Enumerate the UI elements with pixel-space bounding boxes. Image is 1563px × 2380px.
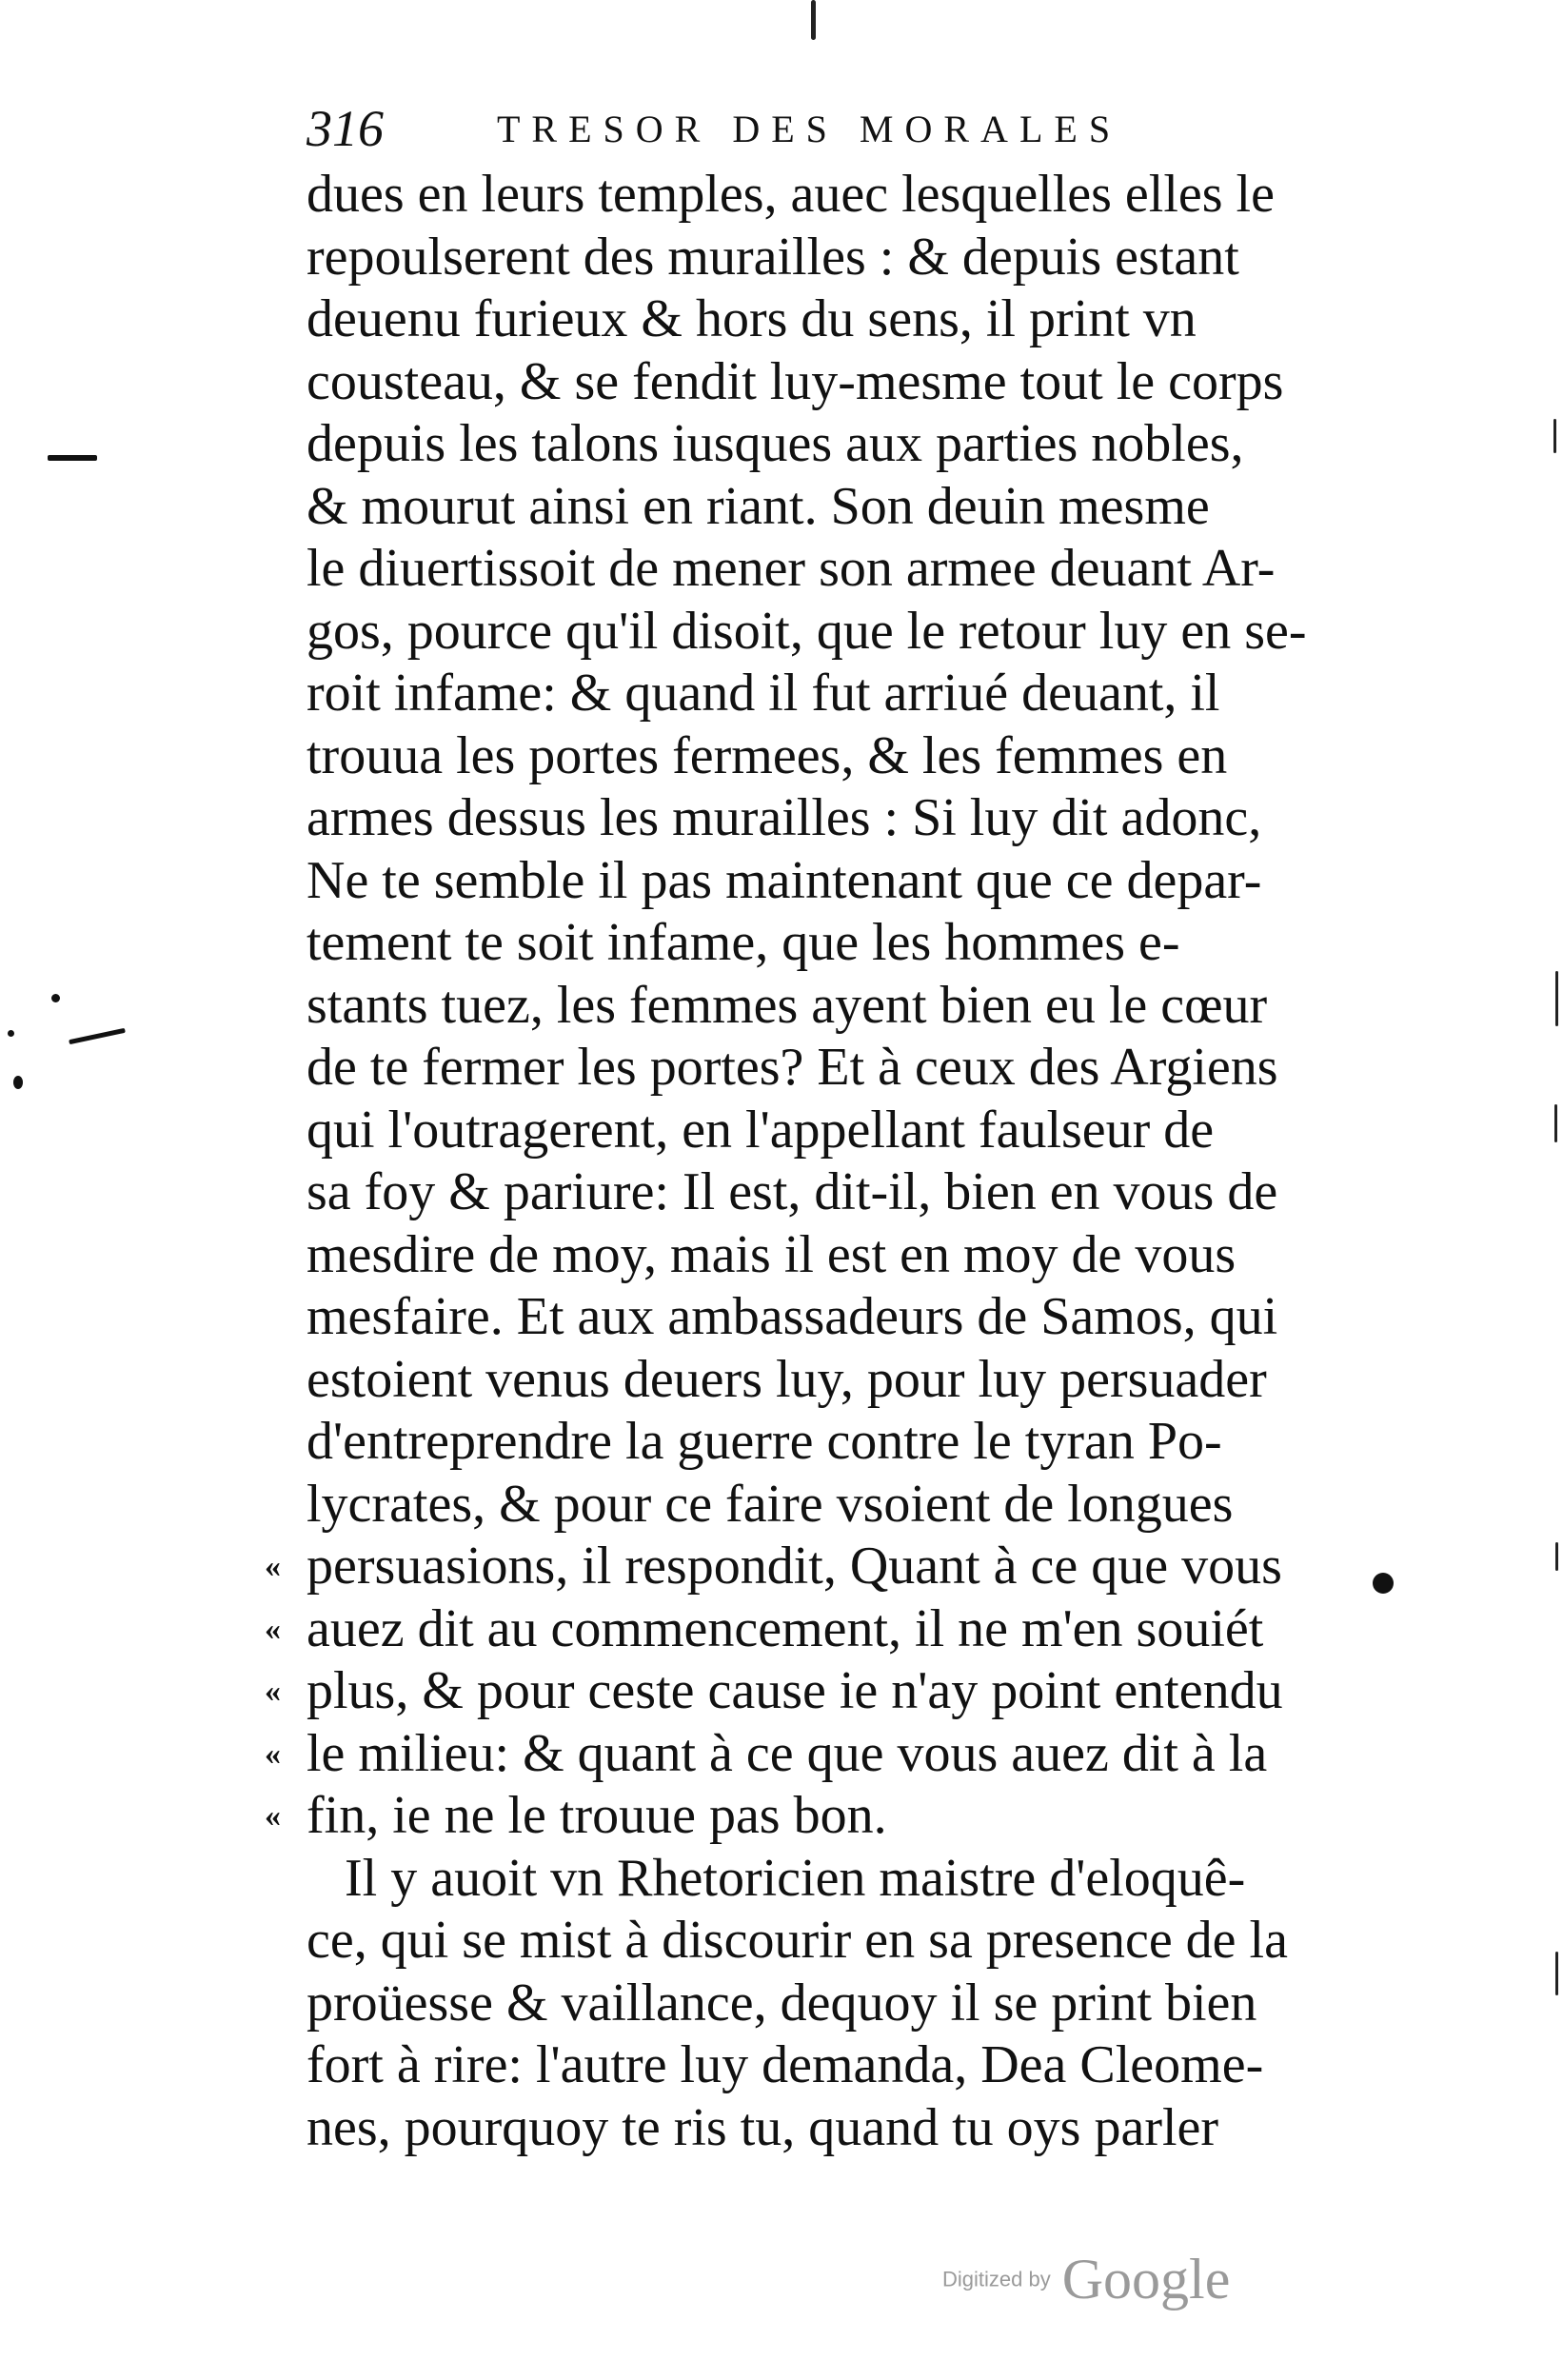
- quoted-line: [265, 1536, 1354, 1598]
- margin-dash-mark: [69, 1028, 126, 1044]
- text-line: mesdire de moy, mais il est en moy de vous: [307, 1224, 1237, 1284]
- quoted-line-text: fin, ie ne le trouue pas bon.: [307, 1786, 887, 1845]
- quoted-line-text: plus, & pour ceste cause ie n'ay point entendu: [307, 1661, 1283, 1720]
- text-line: stants tuez, les femmes ayent bien eu le cœur: [307, 975, 1268, 1035]
- quoted-line: [265, 1785, 1354, 1848]
- quoted-line-text: auez dit au commencement, il ne m'en souiét: [307, 1598, 1264, 1658]
- right-edge-mark: [1555, 1542, 1558, 1571]
- quoted-line: [265, 1598, 1354, 1661]
- text-line: sa foy & pariure: Il est, dit-il, bien en vous de: [307, 1162, 1278, 1221]
- text-line: de te fermer les portes? Et à ceux des Argiens: [307, 1038, 1278, 1097]
- text-line: nes, pourquoy te ris tu, quand tu oys parler: [307, 2097, 1219, 2157]
- text-line: depuis les talons iusques aux parties nobles,: [307, 414, 1244, 473]
- margin-dot-mark: [51, 994, 60, 1002]
- right-edge-mark: [1554, 1104, 1557, 1142]
- quoted-line-text: le milieu: & quant à ce que vous auez dit à la: [307, 1723, 1268, 1783]
- text-line: Ne te semble il pas maintenant que ce depar-: [307, 850, 1262, 910]
- watermark-brand: Google: [1061, 2248, 1231, 2311]
- text-line: gos, pource qu'il disoit, que le retour luy en se-: [307, 601, 1307, 661]
- page-number: 316: [307, 100, 384, 157]
- text-line: lycrates, & pour ce faire vsoient de longues: [307, 1474, 1234, 1534]
- text-line: roit infame: & quand il fut arriué deuant, il: [307, 664, 1220, 723]
- page-header: [307, 97, 1239, 164]
- text-line: repoulserent des murailles : & depuis estant: [307, 227, 1239, 287]
- right-edge-mark: [1555, 971, 1558, 1026]
- text-line: le diuertissoit de mener son armee deuant Ar-: [307, 539, 1276, 598]
- page-edge-mark: [811, 0, 816, 40]
- body-text: [265, 164, 1354, 2159]
- right-edge-mark: [1555, 1952, 1558, 1995]
- text-line: cousteau, & se fendit luy-mesme tout le corps: [307, 351, 1284, 411]
- watermark-prefix: Digitized by: [942, 2267, 1051, 2291]
- bullet-mark: [1373, 1573, 1394, 1594]
- text-line: ce, qui se mist à discourir en sa presence de la: [307, 1911, 1288, 1970]
- text-line: qui l'outragerent, en l'appellant faulseur de: [307, 1100, 1215, 1160]
- quote-mark: «: [265, 1674, 281, 1709]
- watermark: [942, 2247, 1230, 2312]
- quote-mark: «: [265, 1798, 281, 1834]
- right-edge-mark: [1553, 419, 1556, 453]
- quoted-line: [265, 1660, 1354, 1723]
- text-line: d'entreprendre la guerre contre le tyran Po-: [307, 1412, 1222, 1471]
- quote-mark: «: [265, 1549, 281, 1584]
- quote-mark: «: [265, 1611, 281, 1647]
- text-line: deuenu furieux & hors du sens, il print vn: [307, 289, 1197, 348]
- quoted-line: [265, 1723, 1354, 1786]
- text-line: mesfaire. Et aux ambassadeurs de Samos, qui: [307, 1287, 1278, 1346]
- text-line: proüesse & vaillance, dequoy il se print bien: [307, 1973, 1257, 2033]
- text-line: tement te soit infame, que les hommes e-: [307, 913, 1180, 972]
- running-title: TRESOR DES MORALES: [497, 108, 1122, 150]
- text-line: fort à rire: l'autre luy demanda, Dea Cleome-: [307, 2035, 1264, 2094]
- paragraph-start-line: Il y auoit vn Rhetoricien maistre d'eloquê-: [345, 1848, 1246, 1908]
- quote-mark: «: [265, 1735, 281, 1772]
- margin-dot-mark: [13, 1076, 23, 1089]
- text-line: armes dessus les murailles : Si luy dit adonc,: [307, 788, 1262, 847]
- text-line: & mourut ainsi en riant. Son deuin mesme: [307, 476, 1210, 536]
- quoted-line-text: persuasions, il respondit, Quant à ce que vous: [307, 1537, 1282, 1596]
- margin-dot-mark: [8, 1030, 14, 1037]
- text-line: trouua les portes fermees, & les femmes en: [307, 725, 1228, 785]
- text-line: dues en leurs temples, auec lesquelles elles le: [307, 165, 1275, 224]
- text-line: estoient venus deuers luy, pour luy persuader: [307, 1349, 1267, 1409]
- margin-dash-mark: [48, 455, 97, 461]
